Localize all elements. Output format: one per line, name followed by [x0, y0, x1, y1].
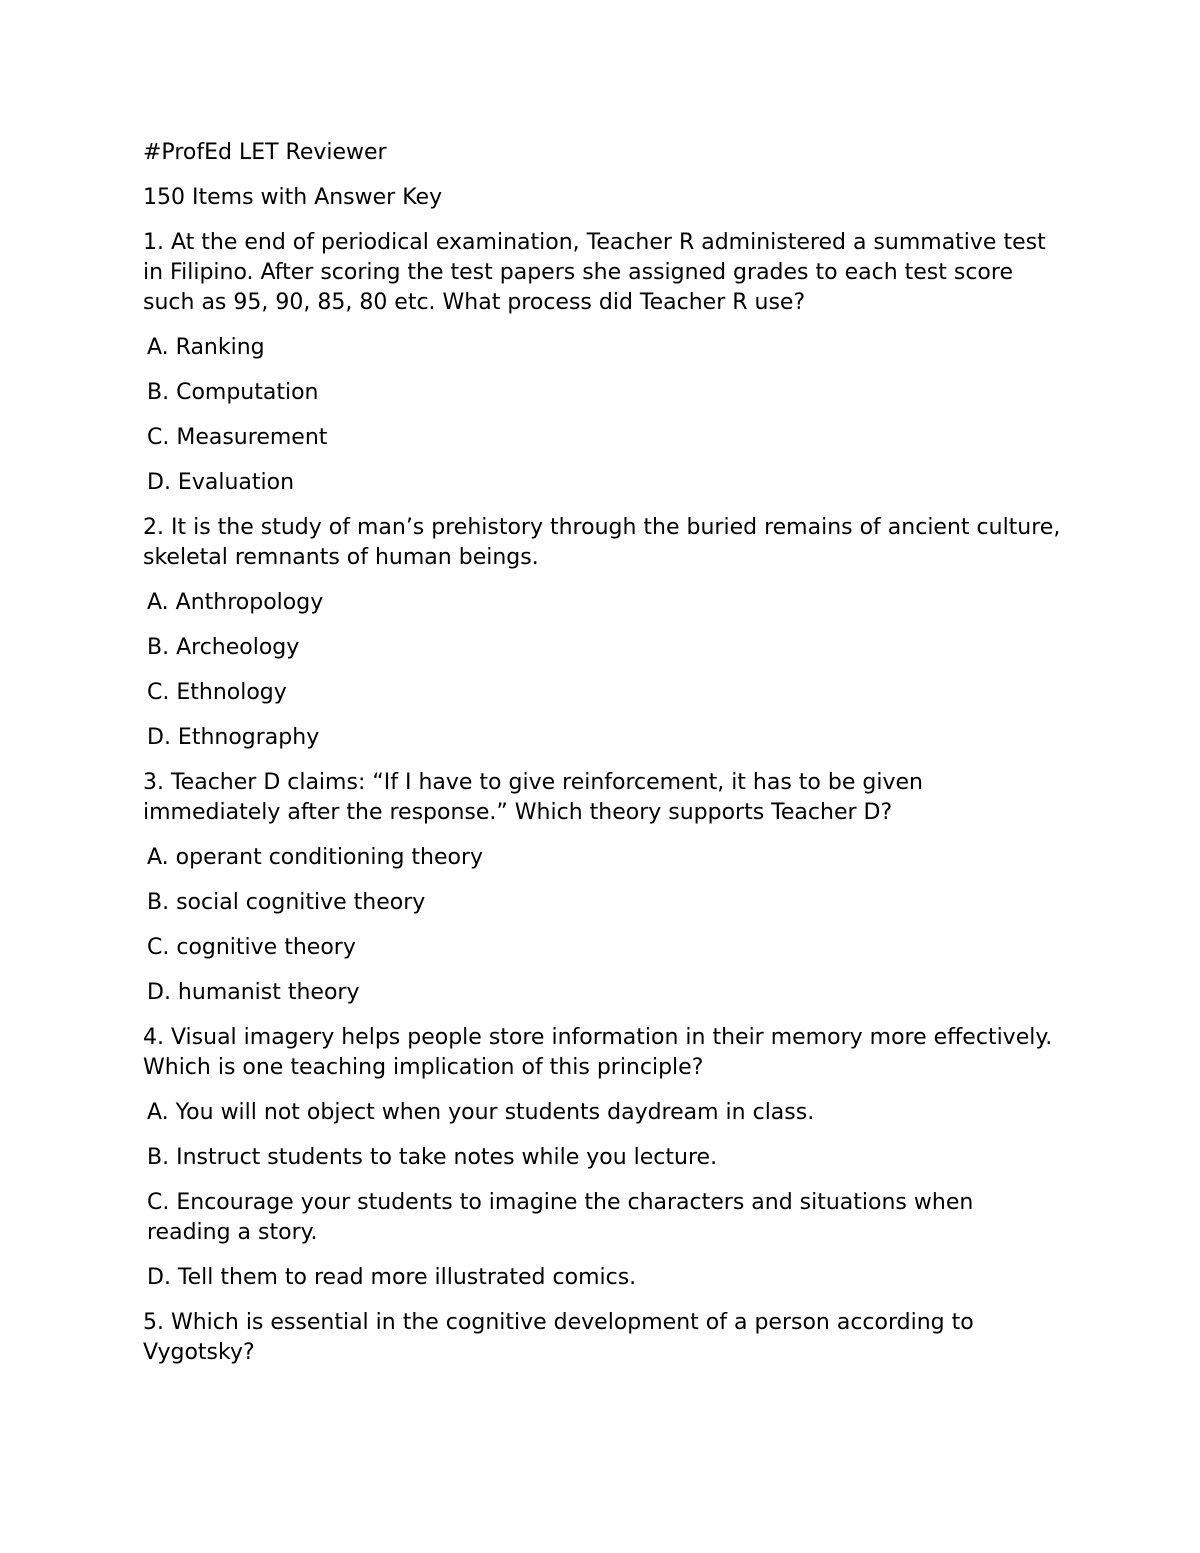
- question-4: [143, 1023, 1063, 1293]
- answer-option: D. humanist theory: [147, 980, 360, 1005]
- question-3: [143, 768, 1063, 1008]
- document-title: #ProfEd LET Reviewer: [143, 140, 387, 165]
- question-text: 2. It is the study of man’s prehistory through the buried remains of ancient culture, skeletal remnants of human beings.: [143, 515, 1061, 570]
- answer-option: A. Ranking: [147, 335, 265, 360]
- answer-option: A. operant conditioning theory: [147, 845, 484, 870]
- answer-option: C. Ethnology: [147, 680, 287, 705]
- answer-option: A. Anthropology: [147, 590, 324, 615]
- question-1: [143, 228, 1063, 498]
- answer-option: D. Tell them to read more illustrated comics.: [147, 1265, 637, 1290]
- answer-option: B. social cognitive theory: [147, 890, 426, 915]
- document-subtitle: 150 Items with Answer Key: [143, 185, 443, 210]
- question-2: [143, 513, 1063, 753]
- question-text: 5. Which is essential in the cognitive development of a person according to Vygotsky?: [143, 1310, 974, 1365]
- question-text: 3. Teacher D claims: “If I have to give reinforcement, it has to be given immediately after the response.” Which theory supports Teacher D?: [143, 770, 923, 825]
- answer-option: B. Archeology: [147, 635, 300, 660]
- question-text: 1. At the end of periodical examination, Teacher R administered a summative test in Filipino. After scoring the test papers she assigned grades to each test score such as 95, 90, 85, 80 etc. What process did Teacher R use?: [143, 230, 1046, 315]
- answer-option: C. cognitive theory: [147, 935, 356, 960]
- answer-option: B. Instruct students to take notes while you lecture.: [147, 1145, 718, 1170]
- answer-option: D. Ethnography: [147, 725, 320, 750]
- answer-option: A. You will not object when your students daydream in class.: [147, 1100, 815, 1125]
- question-5: [143, 1308, 1063, 1368]
- answer-option: B. Computation: [147, 380, 319, 405]
- answer-option: D. Evaluation: [147, 470, 295, 495]
- answer-option: C. Encourage your students to imagine the characters and situations when reading a story.: [147, 1190, 974, 1245]
- question-text: 4. Visual imagery helps people store information in their memory more effectively. Which is one teaching implication of this principle?: [143, 1025, 1053, 1080]
- answer-option: C. Measurement: [147, 425, 328, 450]
- document-body: [143, 138, 1063, 1383]
